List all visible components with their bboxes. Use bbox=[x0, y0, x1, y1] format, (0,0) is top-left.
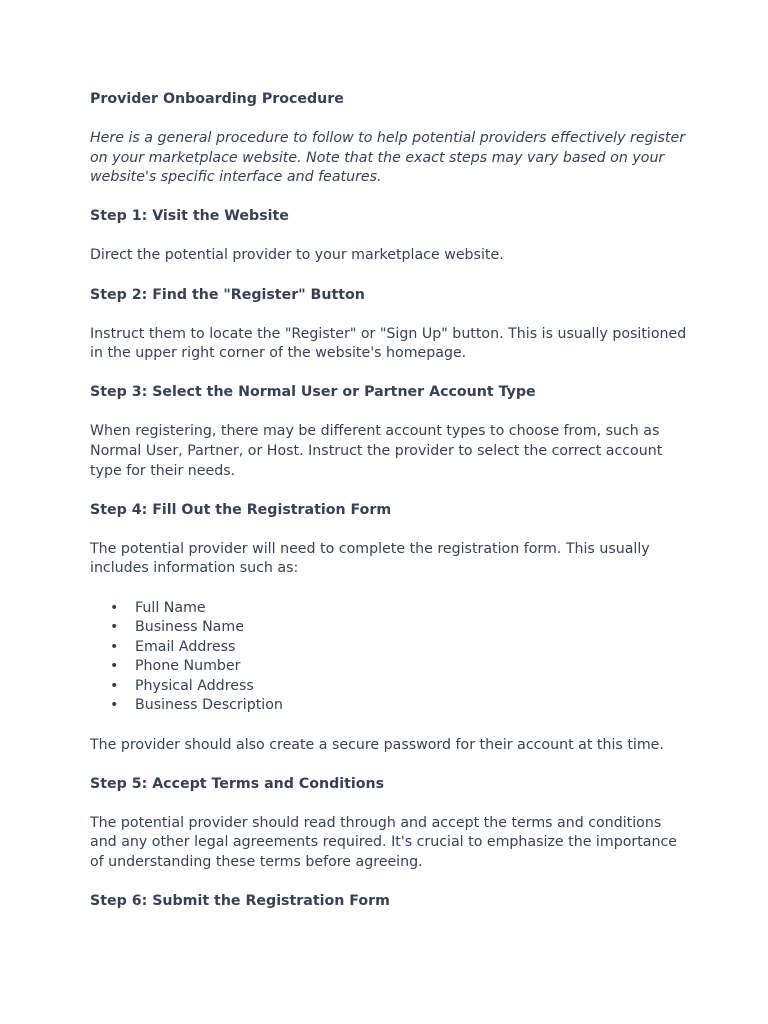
list-item bbox=[90, 696, 690, 716]
document-page bbox=[90, 90, 690, 912]
list-item-text: Full Name bbox=[135, 599, 206, 616]
step-4-body: The potential provider will need to complete the registration form. This usually includes information such as: bbox=[90, 540, 650, 577]
list-item-text: Business Description bbox=[135, 697, 283, 714]
bullet-icon: • bbox=[110, 697, 119, 714]
step-6-heading: Step 6: Submit the Registration Form bbox=[90, 893, 390, 910]
list-item bbox=[90, 618, 690, 638]
bullet-icon: • bbox=[110, 638, 119, 655]
list-item-text: Email Address bbox=[135, 638, 236, 655]
step-3-body: When registering, there may be different account types to choose from, such as Normal User, Partner, or Host. Instruct the provider to select the correct account type for their needs. bbox=[90, 423, 663, 479]
intro-paragraph: Here is a general procedure to follow to help potential providers effectively register on your marketplace website. Note that the exact steps may vary based on your website's specific interface and features. bbox=[90, 130, 686, 186]
step-4-heading: Step 4: Fill Out the Registration Form bbox=[90, 501, 392, 518]
list-item bbox=[90, 599, 690, 619]
registration-fields-list bbox=[90, 599, 690, 717]
list-item bbox=[90, 638, 690, 658]
bullet-icon: • bbox=[110, 619, 119, 636]
list-item-text: Business Name bbox=[135, 619, 244, 636]
list-item bbox=[90, 657, 690, 677]
step-3-heading: Step 3: Select the Normal User or Partner Account Type bbox=[90, 384, 536, 401]
step-1-heading: Step 1: Visit the Website bbox=[90, 208, 289, 225]
list-item bbox=[90, 677, 690, 697]
bullet-icon: • bbox=[110, 677, 119, 694]
step-4-after: The provider should also create a secure password for their account at this time. bbox=[90, 736, 664, 753]
step-1-body: Direct the potential provider to your marketplace website. bbox=[90, 247, 504, 264]
bullet-icon: • bbox=[110, 599, 119, 616]
step-5-body: The potential provider should read through and accept the terms and conditions and any other legal agreements required. It's crucial to emphasize the importance of understanding these terms before agreeing. bbox=[90, 814, 677, 870]
list-item-text: Phone Number bbox=[135, 658, 241, 675]
step-2-body: Instruct them to locate the "Register" or "Sign Up" button. This is usually positioned in the upper right corner of the website's homepage. bbox=[90, 325, 687, 362]
bullet-icon: • bbox=[110, 658, 119, 675]
step-2-heading: Step 2: Find the "Register" Button bbox=[90, 286, 365, 303]
list-item-text: Physical Address bbox=[135, 677, 254, 694]
step-5-heading: Step 5: Accept Terms and Conditions bbox=[90, 775, 385, 792]
document-title: Provider Onboarding Procedure bbox=[90, 91, 344, 107]
